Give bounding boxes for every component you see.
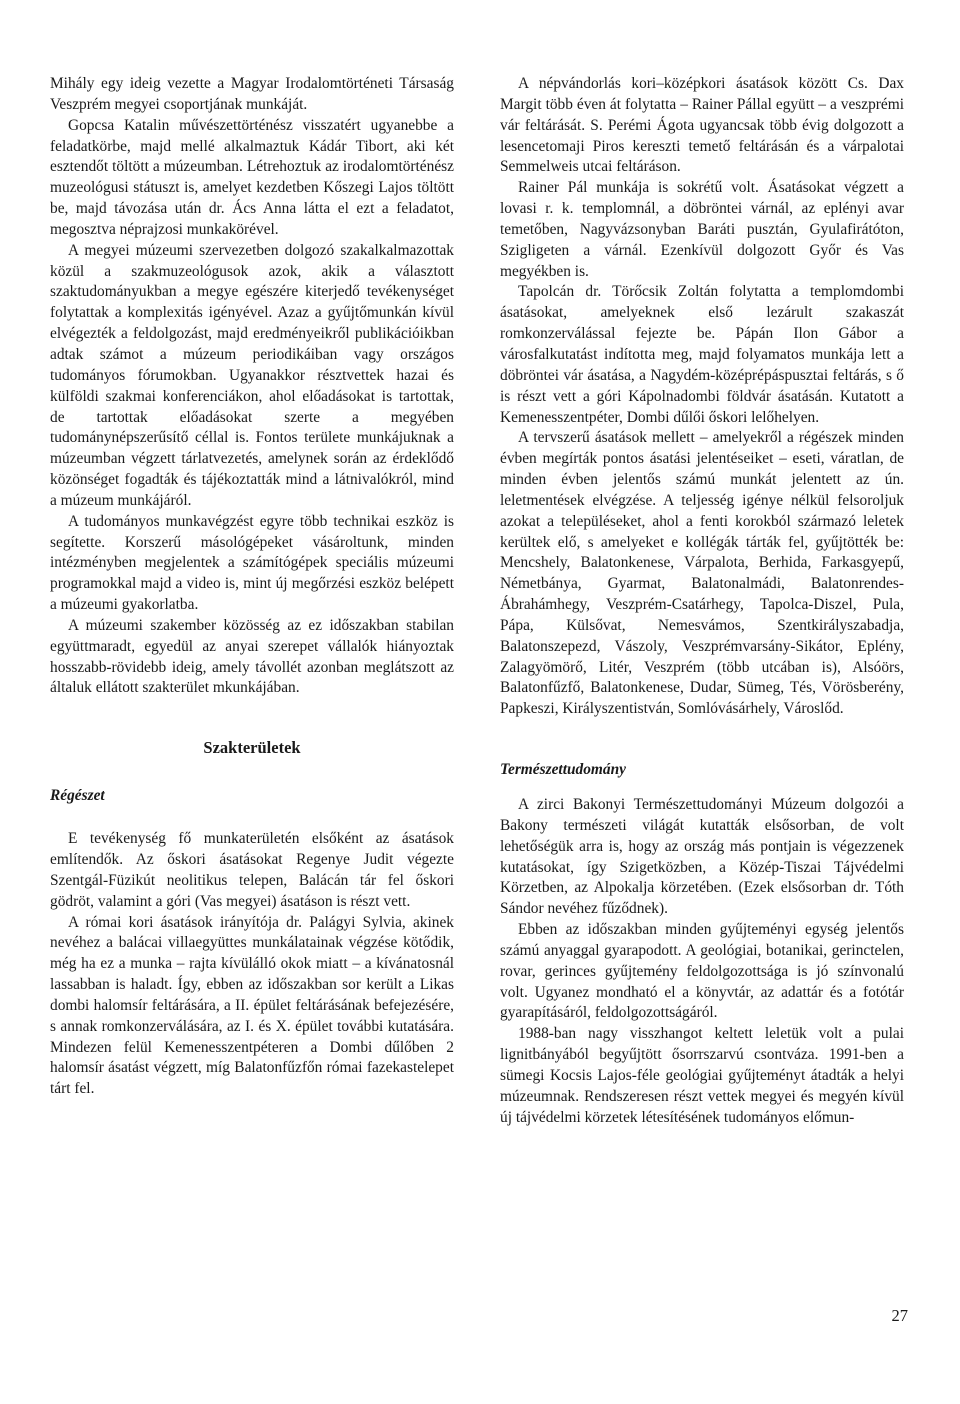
subsection-heading-regeszet: Régészet: [50, 787, 105, 805]
paragraph: Tapolcán dr. Törőcsik Zoltán folytatta a templomdombi ásatásokat, amelyeknek első lezárult szakaszát romkonzerválással fejezte be. Pápán Ilon Gábor a városfalkutatást indította meg, majd folyamatos munkája lett a döbröntei vár ásatása, a Nagydém-középrépáspusztai feltárás, s ő is részt vett a góri Kápolnadombi földvár ásatásán. Kutatott a Kemenesszentpéter, Dombi dűlői őskori lelőhelyen.: [500, 283, 904, 426]
page-number: 27: [891, 1306, 908, 1325]
paragraph: Rainer Pál munkája is sokrétű volt. Ásatásokat végzett a lovasi r. k. templomnál, a döbröntei várnál, az eplényi avar temetőben, Nagyvázsonyban Baráti pusztán, Gyulafirátóton, Szigligeten a várnál. Ezenkívül dolgozott Győr és Vas megyékben is.: [500, 179, 904, 280]
paragraph: A római kori ásatások irányítója dr. Palágyi Sylvia, akinek nevéhez a balácai villaegyüttes munkálatainak végzése kötődik, még ha ez a munka – rajta kívülálló okok miatt – a kívánatosnál lassabban is haladt. Így, ebben az időszakban sor került a Likas dombi halomsír feltárására, a II. épület feltárásának befejezésére, s annak romkonzerválására, az I. és X. épület további kutatására. Mindezen felül Kemenesszentpéteren a Dombi dűlőben 2 halomsír ásatást végzett, míg Balatonfűzfőn római fazekastelepet tárt fel.: [50, 913, 454, 1098]
paragraph: E tevékenység fő munkaterületén elsőként az ásatások említendők. Az őskori ásatásokat Regenye Judit végezte Szentgál-Füzikút neolitikus telepen, Balácán tár fel őskori gödröt, valamint a góri (Vas megyei) ásatáson is részt vett.: [50, 830, 454, 910]
paragraph: A tervszerű ásatások mellett – amelyekről a régészek minden évben megírták pontos ásatási jelentéseiket – eseti, váratlan, de minden évben jelentős számú munkát jelentett az ún. leletmentések elvégzése. A teljesség igénye nélkül felsoroljuk azokat a településeket, ahol a fenti korokból származó leletek kerültek elő, s amelyeket e kollégák tárták fel, gyűjtötték be: Mencshely, Balatonkenese, Várpalota, Berhida, Farkasgyepű, Németbánya, Gyarmat, Balatonalmádi, Balatonrendes-Ábrahámhegy, Veszprém-Csatárhegy, Tapolca-Diszel, Pula, Pápa, Külsővat, Nemesvámos, Szentkirályszabadja, Balatonszepezd, Vászoly, Veszprémvarsány-Sikátor, Eplény, Zalagyömörő, Litér, Veszprém (több utcában is), Alsóörs, Balatonfűzfő, Balatonkenese, Dudar, Sümeg, Tés, Vörösberény, Papkeszi, Királyszentistván, Somlóvásárhely, Városlőd.: [500, 429, 904, 718]
subsection-heading-termeszettudomany: Természettudomány: [500, 761, 626, 779]
section-heading: Szakterületek: [203, 738, 301, 758]
left-column: [50, 74, 454, 1100]
right-column: [500, 74, 904, 1129]
paragraph: A tudományos munkavégzést egyre több technikai eszköz is segítette. Korszerű másológépeket vásároltunk, minden intézményben megjelentek a számítógépek speciális múzeumi programokkal majd a video is, mint új megőrzési eszköz belépett a múzeumi gyakorlatba.: [50, 512, 454, 614]
paragraph: Gopcsa Katalin művészettörténész visszatért ugyanebbe a feladatkörbe, majd mellé alkalmaztuk Kádár Tibort, aki két esztendőt töltött a múzeumban. Létrehoztuk az irodalomtörténész muzeológusi státuszt is, amelyet kezdetben Kőszegi Lajos töltött be, majd távozása után dr. Ács Anna látta el ezt a feladatot, megosztva néprajzosi munkakörével.: [50, 116, 454, 238]
paragraph: 1988-ban nagy visszhangot keltett leletük volt a pulai lignitbányából begyűjtött ősorrszarvú csontváza. 1991-ben a sümegi Kocsis Lajos-féle geológiai gyűjteményt átadták a helyi múzeumnak. Rendszeresen részt vettek megyei és megyén kívül új tájvédelmi körzetek létesítésének tudományos előmun-: [500, 1025, 904, 1126]
paragraph: Ebben az időszakban minden gyűjteményi egység jelentős számú anyaggal gyarapodott. A geológiai, botanikai, gerinctelen, rovar, gerinces gyűjtemény feldolgozottsága is jó színvonalú volt. Ugyanez mondható el a könyvtár, az adattár és a fotótár gyarapításáról, feldolgozottságáról.: [500, 921, 904, 1022]
paragraph: A megyei múzeumi szervezetben dolgozó szakalkalmazottak közül a szakmuzeológusok azok, akik a választott szaktudományukban a megye egészére kiterjedő tevékenységet folytattak a komplexitás igényével. Azaz a gyűjtőmunkán kívül elvégezték a feldolgozást, majd eredményeikről publikációikban adtak számot a múzeum periodikáiban vagy országos tudományos fórumokban. Ugyanakkor résztvettek hazai és külföldi szakmai konferenciákon, ahol előadásokat is tartottak, de tartottak előadásokat szerte a megyében tudománynépszerűsítő céllal is. Fontos területe munkájuknak a múzeumban végzett tárlatvezetés, amelynek során az érdeklődő közönséget fogadták és tájékoztatták mind a látnivalókról, mind a múzeum munkájáról.: [50, 241, 454, 509]
paragraph: Mihály egy ideig vezette a Magyar Irodalomtörténeti Társaság Veszprém megyei csoportjának munkáját.: [50, 75, 454, 113]
paragraph: A múzeumi szakember közösség az ez időszakban stabilan együttmaradt, egyedül az anyai szerepet vállalók hiányoztak hosszabb-rövidebb ideig, amely távollét azonban meglátszott az általuk ellátott szakterület mkunkájában.: [50, 616, 454, 697]
paragraph: A zirci Bakonyi Természettudományi Múzeum dolgozói a Bakony természeti világát kutatták elsősorban, de volt lehetőségük arra is, hogy az ország más pontjain is végezzenek kutatásokat, így Szigetközben, a Közép-Tiszai Tájvédelmi Körzetben, az Alpokalja körzetében. (Ezek elsősorban dr. Tóth Sándor nevéhez fűződnek).: [500, 796, 904, 918]
paragraph: A népvándorlás kori–középkori ásatások között Cs. Dax Margit több éven át folytatta – Rainer Pállal együtt – a veszprémi vár feltárását. S. Perémi Ágota ugyancsak több évig dolgozott a lesencetomaji Piros kereszti temető feltárásán és a várpalotai Semmelweis utcai feltáráson.: [500, 75, 904, 176]
